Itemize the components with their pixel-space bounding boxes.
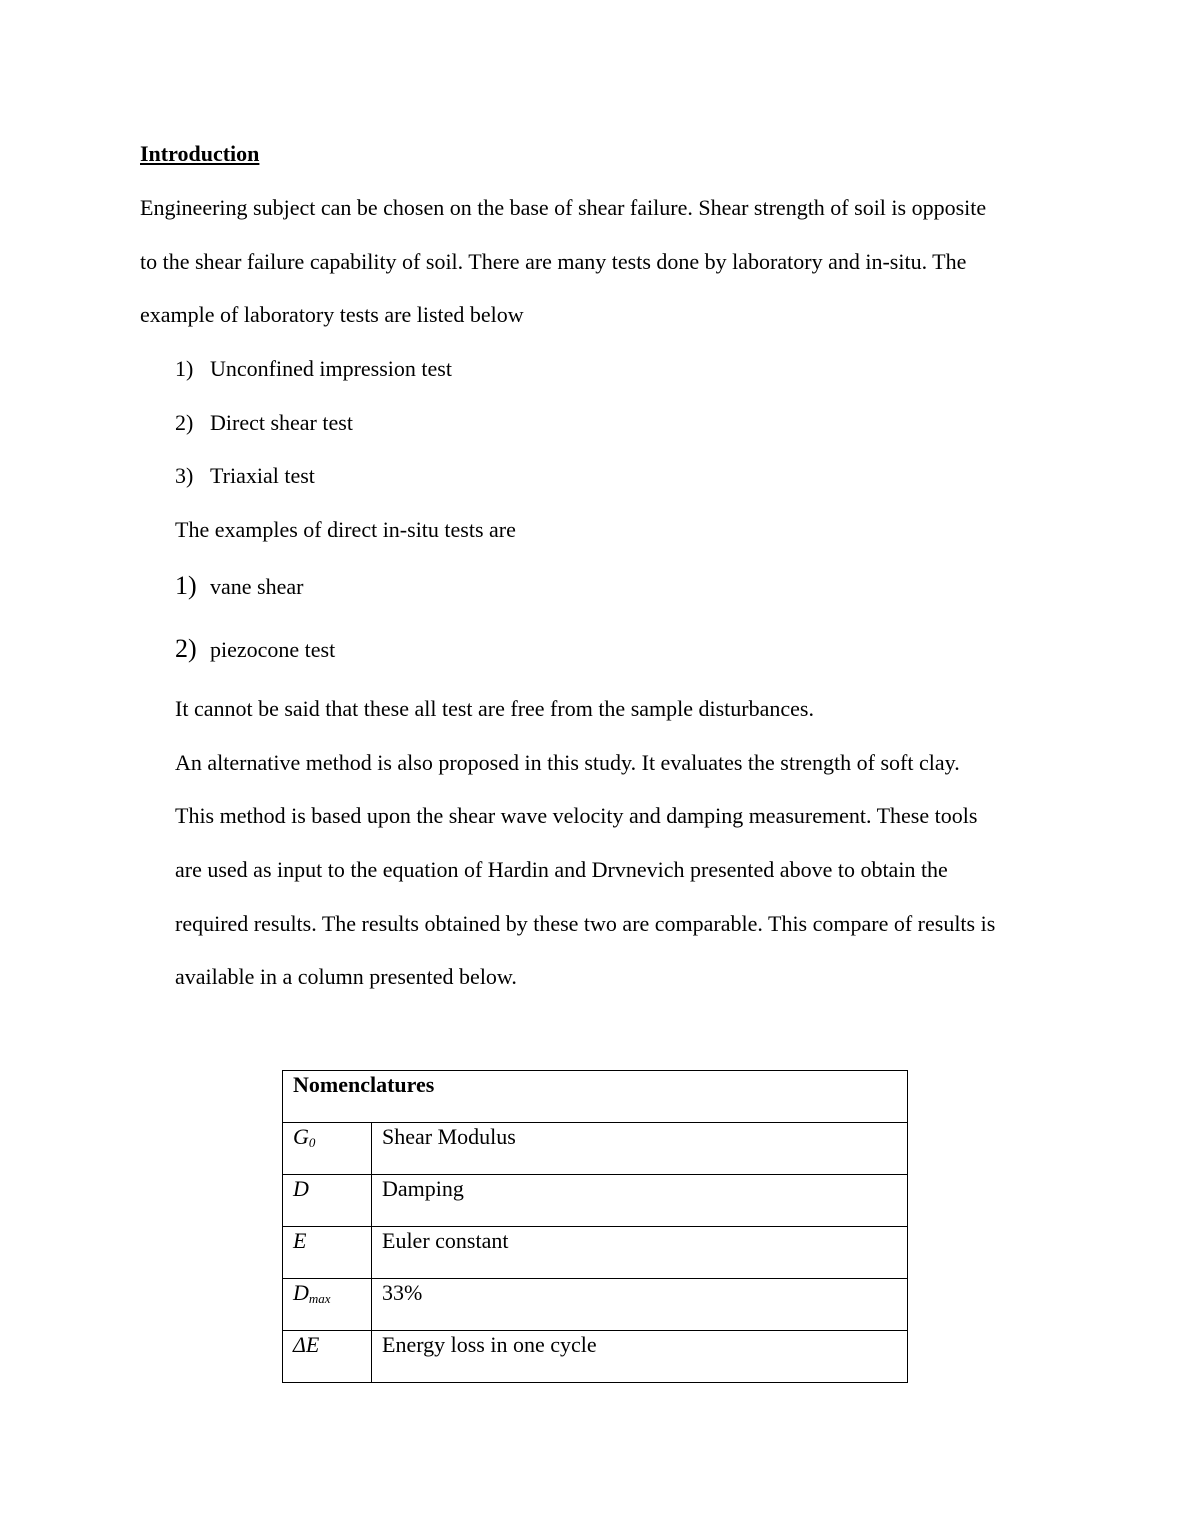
symbol-cell: $D_{max}$ [283, 1279, 372, 1331]
meaning-cell: Shear Modulus [372, 1123, 908, 1175]
table-row [283, 1331, 908, 1383]
disturbance-note: It cannot be said that these all test are free from the sample disturbances. [175, 696, 814, 721]
lab-test-number: 2) [175, 410, 194, 435]
table-row [283, 1123, 908, 1175]
table-header-row [283, 1071, 908, 1123]
insitu-test-number: 1) [175, 571, 197, 600]
table-header: Nomenclatures [283, 1071, 908, 1123]
meaning-cell: Energy loss in one cycle [372, 1331, 908, 1383]
meaning-cell: Damping [372, 1175, 908, 1227]
lab-test-number: 3) [175, 463, 194, 488]
method-line-5: available in a column presented below. [175, 964, 517, 989]
method-line-4: required results. The results obtained by these two are comparable. This compare of results is [175, 911, 996, 936]
method-line-1: An alternative method is also proposed in this study. It evaluates the strength of soft clay. [175, 750, 960, 775]
table-row [283, 1279, 908, 1331]
meaning-cell: Euler constant [372, 1227, 908, 1279]
insitu-test-item: vane shear [210, 574, 304, 599]
intro-line-3: example of laboratory tests are listed below [140, 302, 524, 327]
lab-test-item: Triaxial test [210, 463, 315, 488]
insitu-test-item: piezocone test [210, 637, 336, 662]
lab-test-item: Unconfined impression test [210, 356, 452, 381]
section-heading: Introduction [140, 141, 260, 166]
table-row [283, 1175, 908, 1227]
meaning-cell: 33% [372, 1279, 908, 1331]
method-line-3: are used as input to the equation of Hardin and Drvnevich presented above to obtain the [175, 857, 948, 882]
symbol-cell: $G_0$ [283, 1123, 372, 1175]
insitu-intro: The examples of direct in-situ tests are [175, 517, 516, 542]
lab-test-number: 1) [175, 356, 194, 381]
method-line-2: This method is based upon the shear wave velocity and damping measurement. These tools [175, 803, 978, 828]
nomenclature-table [282, 1070, 908, 1383]
insitu-test-number: 2) [175, 634, 197, 663]
symbol-cell: D [283, 1175, 372, 1227]
intro-line-1: Engineering subject can be chosen on the base of shear failure. Shear strength of soil is opposite [140, 195, 987, 220]
table-row [283, 1227, 908, 1279]
symbol-cell: ΔE [283, 1331, 372, 1383]
symbol-cell: E [283, 1227, 372, 1279]
intro-line-2: to the shear failure capability of soil. There are many tests done by laboratory and in-situ. The [140, 249, 967, 274]
lab-test-item: Direct shear test [210, 410, 353, 435]
